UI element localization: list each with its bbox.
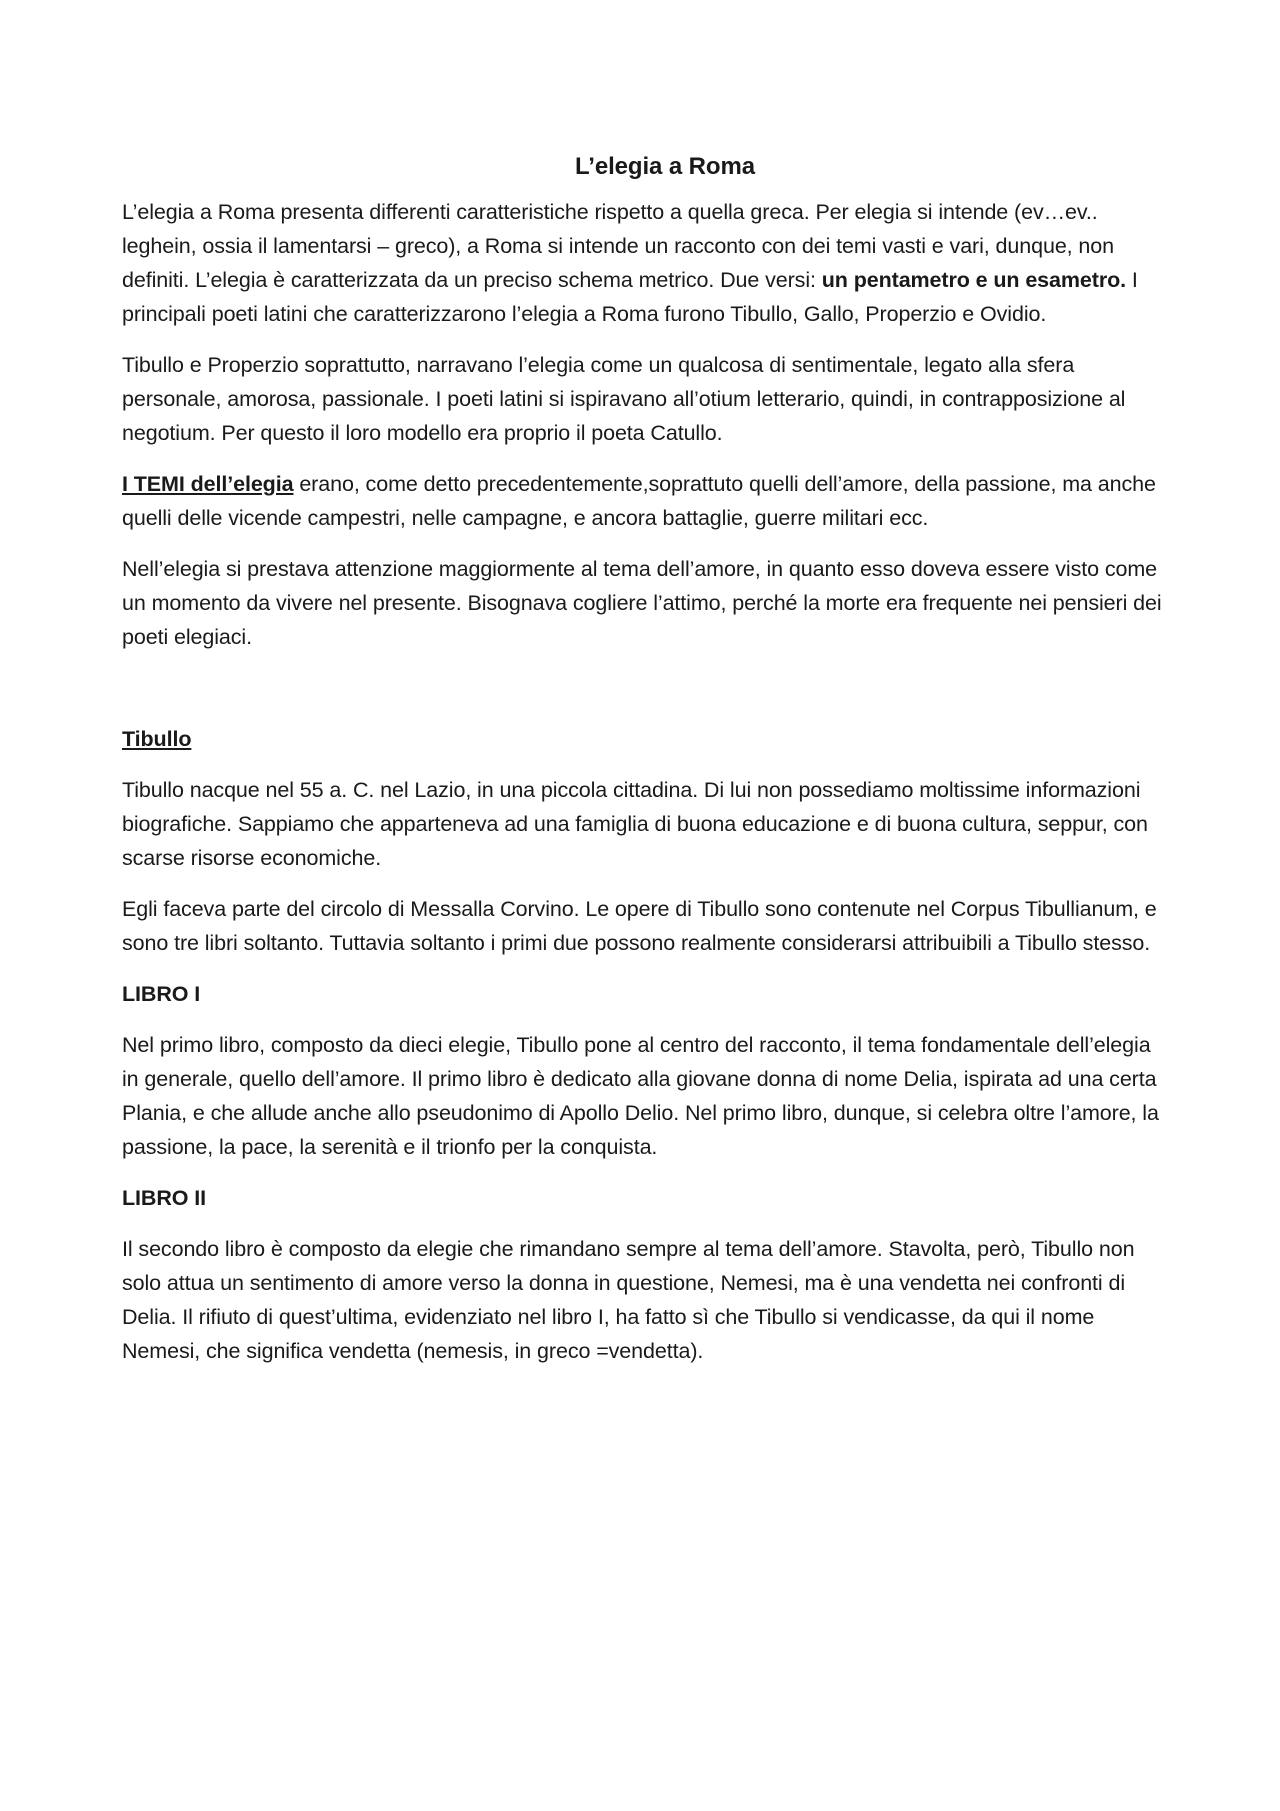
intro-paragraph-3	[122, 467, 1162, 535]
libro-1-paragraph: Nel primo libro, composto da dieci elegie, Tibullo pone al centro del racconto, il tema fondamentale dell’elegia in generale, quello dell’amore. Il primo libro è dedicato alla giovane donna di nome Delia, ispirata ad una certa Plania, e che allude anche allo pseudonimo di Apollo Delio. Nel primo libro, dunque, si celebra oltre l’amore, la passione, la pace, la serenità e il trionfo per la conquista.	[122, 1033, 1159, 1159]
libro-2-paragraph: Il secondo libro è composto da elegie che rimandano sempre al tema dell’amore. Stavolta, però, Tibullo non solo attua un sentimento di amore verso la donna in questione, Nemesi, ma è una vendetta nei confronti di Delia. Il rifiuto di quest’ultima, evidenziato nel libro I, ha fatto sì che Tibullo si vendicasse, da qui il nome Nemesi, che significa vendetta (nemesis, in greco =vendetta).	[122, 1237, 1135, 1363]
page-title: L’elegia a Roma	[575, 153, 755, 180]
tibullo-paragraph-1: Tibullo nacque nel 55 a. C. nel Lazio, in una piccola cittadina. Di lui non possediamo moltissime informazioni biografiche. Sappiamo che apparteneva ad una famiglia di buona educazione e di buona cultura, seppur, con scarse risorse economiche.	[122, 778, 1148, 870]
section-spacer	[122, 671, 1162, 722]
intro-paragraph-1-text-a: L’elegia a Roma presenta differenti caratteristiche rispetto a quella greca. Per elegia si intende (ev…ev.. leghein, ossia il lamentarsi – greco), a Roma si intende un racconto con dei temi vasti e vari, dunque, non definiti. L’elegia è caratterizzata da un preciso schema metrico. Due versi:	[122, 200, 1114, 292]
tibullo-paragraph-2: Egli faceva parte del circolo di Messalla Corvino. Le opere di Tibullo sono contenute nel Corpus Tibullianum, e sono tre libri soltanto. Tuttavia soltanto i primi due possono realmente considerarsi attribuibili a Tibullo stesso.	[122, 897, 1157, 955]
temi-heading-inline	[122, 472, 293, 496]
libro-2-heading: LIBRO II	[122, 1186, 207, 1210]
intro-paragraph-2: Tibullo e Properzio soprattutto, narravano l’elegia come un qualcosa di sentimentale, legato alla sfera personale, amorosa, passionale. I poeti latini si ispiravano all’otium letterario, quindi, in contrapposizione al negotium. Per questo il loro modello era proprio il poeta Catullo.	[122, 353, 1126, 445]
intro-paragraph-4: Nell’elegia si prestava attenzione maggiormente al tema dell’amore, in quanto esso doveva essere visto come un momento da vivere nel presente. Bisognava cogliere l’attimo, perché la morte era frequente nei pensieri dei poeti elegiaci.	[122, 557, 1162, 649]
intro-paragraph-1-bold: un pentametro e un esametro.	[821, 268, 1127, 292]
tibullo-heading: Tibullo	[122, 727, 192, 751]
intro-paragraph-1	[122, 195, 1162, 331]
temi-heading-underline: I TEMI dell’elegia	[122, 472, 294, 496]
intro-paragraph-3-text: erano, come detto precedentemente,soprattuto quelli dell’amore, della passione, ma anche quelli delle vicende campestri, nelle campagne, e ancora battaglie, guerre militari ecc.	[122, 472, 1156, 530]
libro-1-heading: LIBRO I	[122, 982, 201, 1006]
intro-paragraph-1-text-b: I principali poeti latini che caratterizzarono l’elegia a Roma furono Tibullo, Gallo, Properzio e Ovidio.	[122, 268, 1138, 326]
document-body	[122, 150, 1162, 1385]
